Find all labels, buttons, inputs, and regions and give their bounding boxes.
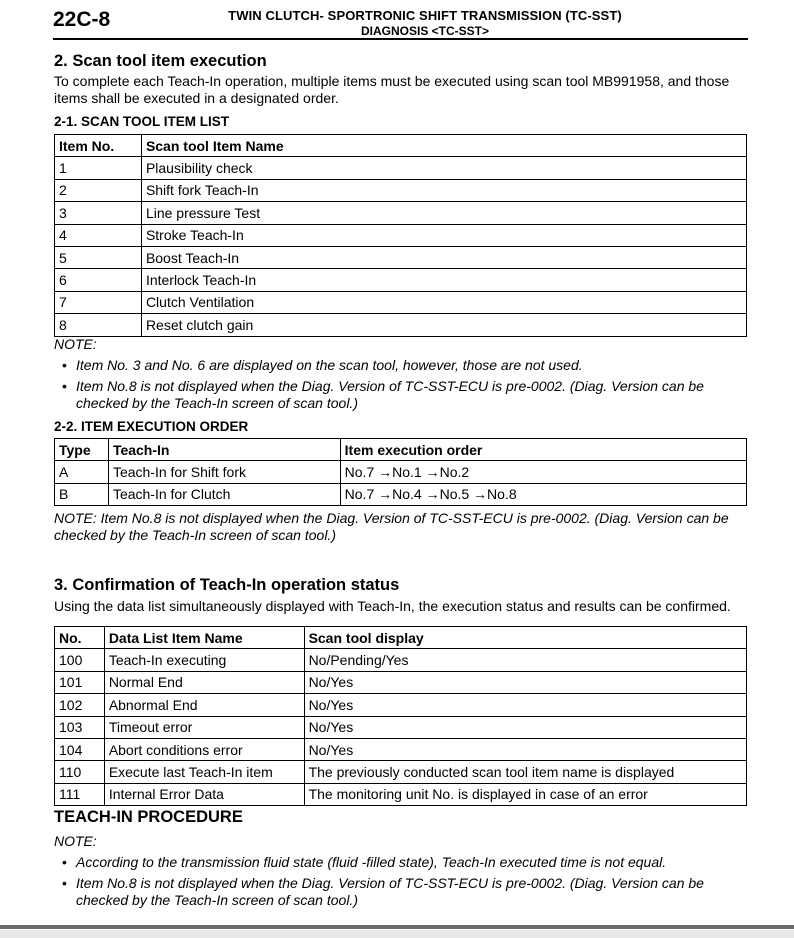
note-item: • Item No. 3 and No. 6 are displayed on the scan tool, however, those are not used. xyxy=(62,357,583,373)
item-number-cell: 8 xyxy=(55,314,142,336)
item-name-cell: Line pressure Test xyxy=(141,202,746,224)
document-subtitle: DIAGNOSIS <TC-SST> xyxy=(360,24,490,38)
bullet-icon: • xyxy=(62,357,67,373)
table-row xyxy=(55,179,747,201)
display-cell: No/Yes xyxy=(304,694,746,716)
item-execution-order-table xyxy=(54,438,747,506)
display-cell: No/Pending/Yes xyxy=(304,649,746,671)
table-row xyxy=(55,224,747,246)
number-cell: 101 xyxy=(55,671,105,693)
teach-in-cell: Teach-In for Clutch xyxy=(108,483,340,505)
display-cell: The monitoring unit No. is displayed in case of an error xyxy=(304,783,746,805)
column-header: Scan tool Item Name xyxy=(141,135,746,157)
execution-order-cell: No.7 →No.4 →No.5 →No.8 xyxy=(340,483,746,505)
item-list-notes xyxy=(62,357,704,416)
item-name-cell: Abort conditions error xyxy=(104,738,304,760)
item-name-cell: Reset clutch gain xyxy=(141,314,746,336)
item-name-cell: Clutch Ventilation xyxy=(141,291,746,313)
order-note-line-2: checked by the Teach-In screen of scan tool.) xyxy=(54,527,336,543)
section-2-title: 2. Scan tool item execution xyxy=(54,52,267,70)
table-row xyxy=(55,202,747,224)
table-row xyxy=(55,291,747,313)
header-rule xyxy=(53,38,748,40)
column-header: Item No. xyxy=(55,135,142,157)
item-name-cell: Plausibility check xyxy=(141,157,746,179)
page-number: 22C-8 xyxy=(53,8,111,31)
item-number-cell: 6 xyxy=(55,269,142,291)
table-row xyxy=(55,269,747,291)
item-name-cell: Shift fork Teach-In xyxy=(141,179,746,201)
display-cell: No/Yes xyxy=(304,671,746,693)
note-item-continuation: checked by the Teach-In screen of scan tool.) xyxy=(76,892,358,908)
execution-order-cell: No.7 →No.1 →No.2 xyxy=(340,461,746,483)
table-row xyxy=(55,649,747,671)
column-header: Data List Item Name xyxy=(104,627,304,649)
number-cell: 111 xyxy=(55,783,105,805)
table-row xyxy=(55,694,747,716)
number-cell: 103 xyxy=(55,716,105,738)
item-name-cell: Stroke Teach-In xyxy=(141,224,746,246)
bullet-icon: • xyxy=(62,875,67,891)
display-cell: No/Yes xyxy=(304,738,746,760)
section-2-intro-line-2: items shall be executed in a designated order. xyxy=(54,90,339,106)
order-note-line-1: NOTE: Item No.8 is not displayed when the Diag. Version of TC-SST-ECU is pre-0002. (Diag. Version can be xyxy=(54,510,729,526)
note-item: • According to the transmission fluid state (fluid -filled state), Teach-In executed time is not equal. xyxy=(62,854,667,870)
type-cell: B xyxy=(55,483,109,505)
item-name-cell: Normal End xyxy=(104,671,304,693)
item-execution-order-heading: 2-2. ITEM EXECUTION ORDER xyxy=(54,419,249,434)
table-row xyxy=(55,671,747,693)
page-bottom-shadow xyxy=(0,930,794,938)
page-header xyxy=(0,0,794,42)
note-item-continuation: checked by the Teach-In screen of scan tool.) xyxy=(76,395,358,411)
item-name-cell: Execute last Teach-In item xyxy=(104,761,304,783)
section-2-intro-line-1: To complete each Teach-In operation, multiple items must be executed using scan tool MB991958, and those xyxy=(54,73,730,89)
item-name-cell: Abnormal End xyxy=(104,694,304,716)
table-header-row xyxy=(55,627,747,649)
note-label: NOTE: xyxy=(54,336,97,352)
item-number-cell: 7 xyxy=(55,291,142,313)
item-number-cell: 5 xyxy=(55,246,142,268)
item-name-cell: Timeout error xyxy=(104,716,304,738)
table-header-row xyxy=(55,439,747,461)
item-number-cell: 1 xyxy=(55,157,142,179)
number-cell: 104 xyxy=(55,738,105,760)
item-number-cell: 4 xyxy=(55,224,142,246)
number-cell: 110 xyxy=(55,761,105,783)
data-list-table xyxy=(54,626,747,806)
type-cell: A xyxy=(55,461,109,483)
page-bottom-border xyxy=(0,925,794,929)
table-row xyxy=(55,716,747,738)
table-header-row xyxy=(55,135,747,157)
table-row xyxy=(55,314,747,336)
scan-tool-item-table xyxy=(54,134,747,337)
column-header: Scan tool display xyxy=(304,627,746,649)
bullet-icon: • xyxy=(62,854,67,870)
document-title: TWIN CLUTCH- SPORTRONIC SHIFT TRANSMISSION (TC-SST) xyxy=(228,8,622,23)
procedure-note-label: NOTE: xyxy=(54,833,97,849)
item-number-cell: 3 xyxy=(55,202,142,224)
teach-in-procedure-title: TEACH-IN PROCEDURE xyxy=(54,808,243,826)
column-header: No. xyxy=(55,627,105,649)
item-name-cell: Internal Error Data xyxy=(104,783,304,805)
table-row xyxy=(55,483,747,505)
section-3-intro: Using the data list simultaneously displayed with Teach-In, the execution status and results can be confirmed. xyxy=(54,598,731,614)
display-cell: The previously conducted scan tool item name is displayed xyxy=(304,761,746,783)
item-name-cell: Boost Teach-In xyxy=(141,246,746,268)
number-cell: 102 xyxy=(55,694,105,716)
procedure-notes xyxy=(62,854,704,913)
table-row xyxy=(55,461,747,483)
table-row xyxy=(55,157,747,179)
table-row xyxy=(55,246,747,268)
bullet-icon: • xyxy=(62,378,67,394)
display-cell: No/Yes xyxy=(304,716,746,738)
number-cell: 100 xyxy=(55,649,105,671)
note-item: • Item No.8 is not displayed when the Diag. Version of TC-SST-ECU is pre-0002. (Diag. Version can be xyxy=(62,378,704,394)
item-name-cell: Interlock Teach-In xyxy=(141,269,746,291)
table-row xyxy=(55,738,747,760)
table-row xyxy=(55,761,747,783)
column-header: Item execution order xyxy=(340,439,746,461)
item-number-cell: 2 xyxy=(55,179,142,201)
item-name-cell: Teach-In executing xyxy=(104,649,304,671)
note-item: • Item No.8 is not displayed when the Diag. Version of TC-SST-ECU is pre-0002. (Diag. Version can be xyxy=(62,875,704,891)
section-3-title: 3. Confirmation of Teach-In operation status xyxy=(54,576,400,594)
column-header: Teach-In xyxy=(108,439,340,461)
column-header: Type xyxy=(55,439,109,461)
scan-tool-item-list-heading: 2-1. SCAN TOOL ITEM LIST xyxy=(54,114,230,129)
teach-in-cell: Teach-In for Shift fork xyxy=(108,461,340,483)
table-row xyxy=(55,783,747,805)
